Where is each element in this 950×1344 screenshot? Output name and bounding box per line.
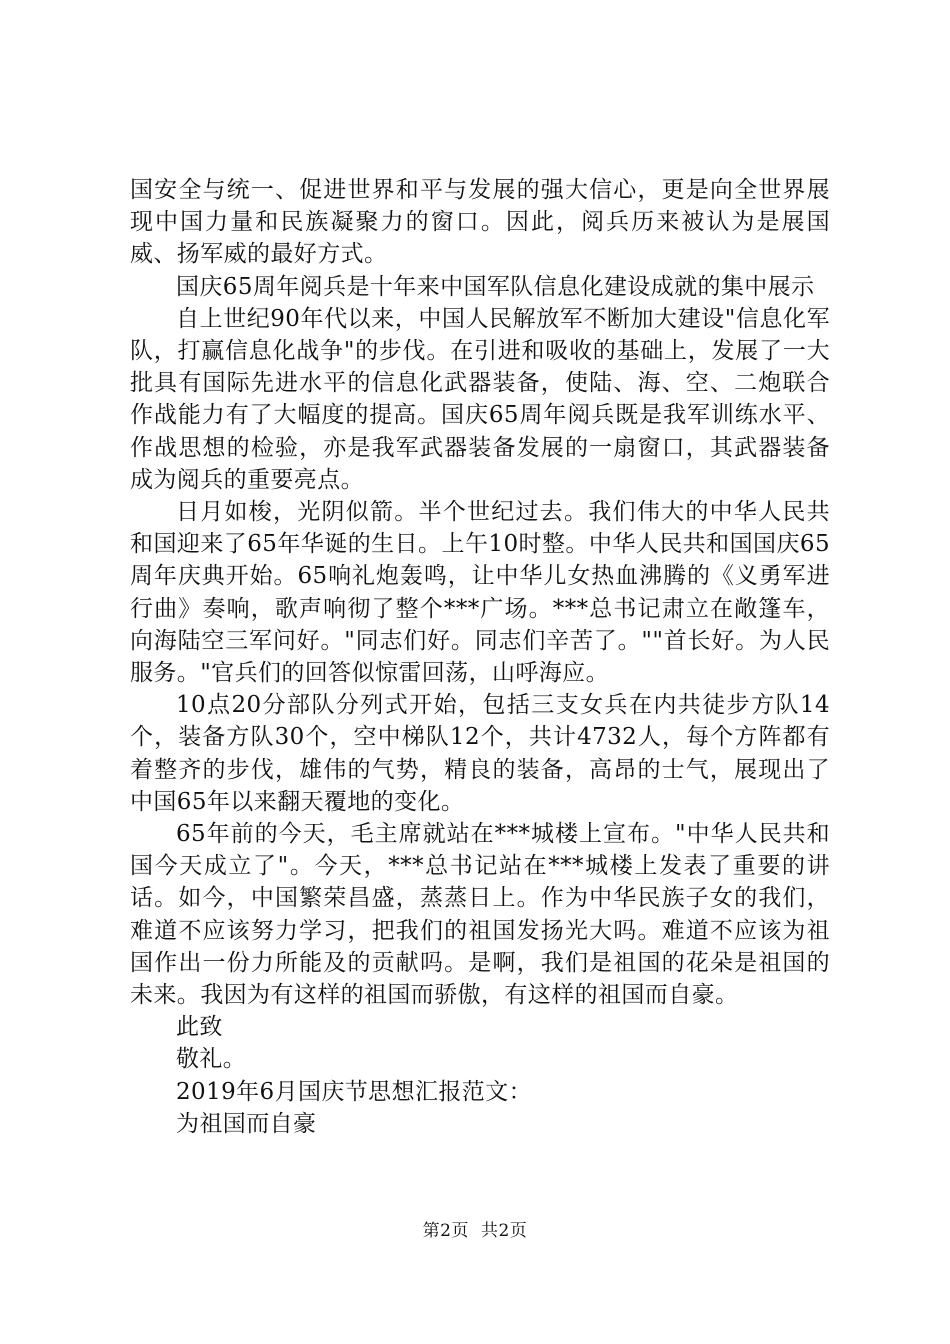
page-total: 共2页 (481, 1221, 528, 1241)
next-article-title: 2019年6月国庆节思想汇报范文： (176, 1078, 532, 1105)
paragraph-anniversary: 日月如梭，光阴似箭。半个世纪过去。我们伟大的中华人民共和国迎来了65年华诞的生日。上午10时整。中华人民共和国国庆65周年庆典开始。65响礼炮轰鸣，让中华儿女热血沸腾的《义勇军进行曲》奏响，歌声响彻了整个***广场。***总书记肃立在敞篷车，向海陆空三军问好。"同志们好。同志们辛苦了。""首长好。为人民服务。"官兵们的回答似惊雷回荡，山呼海应。 (130, 499, 830, 687)
document-body (130, 174, 830, 1140)
closing-regards: 敬礼。 (176, 1046, 247, 1073)
next-article-subtitle: 为祖国而自豪 (176, 1110, 317, 1137)
paragraph-informatization: 自上世纪90年代以来，中国人民解放军不断加大建设"信息化军队，打赢信息化战争"的步伐。在引进和吸收的基础上，发展了一大批具有国际先进水平的信息化武器装备，使陆、海、空、二炮联合作战能力有了大幅度的提高。国庆65周年阅兵既是我军训练水平、作战思想的检验，亦是我军武器装备发展的一扇窗口，其武器装备成为阅兵的重要亮点。 (130, 305, 830, 493)
page-number: 第2页 (422, 1221, 469, 1241)
paragraph-heading-parade: 国庆65周年阅兵是十年来中国军队信息化建设成就的集中展示 (176, 273, 815, 300)
paragraph-continuation: 国安全与统一、促进世界和平与发展的强大信心，更是向全世界展现中国力量和民族凝聚力的窗口。因此，阅兵历来被认为是展国威、扬军威的最好方式。 (130, 177, 830, 268)
closing-salutation: 此致 (176, 1014, 223, 1041)
paragraph-march-past: 10点20分部队分列式开始，包括三支女兵在内共徒步方队14个，装备方队30个，空中梯队12个，共计4732人，每个方阵都有着整齐的步伐，雄伟的气势，精良的装备，高昂的士气，展现出了中国65年以来翻天覆地的变化。 (130, 692, 830, 815)
page-footer (0, 1216, 950, 1241)
paragraph-pride: 65年前的今天，毛主席就站在***城楼上宣布。"中华人民共和国今天成立了"。今天，***总书记站在***城楼上发表了重要的讲话。如今，中国繁荣昌盛，蒸蒸日上。作为中华民族子女的我们，难道不应该努力学习，把我们的祖国发扬光大吗。难道不应该为祖国作出一份力所能及的贡献吗。是啊，我们是祖国的花朵是祖国的未来。我因为有这样的祖国而骄傲，有这样的祖国而自豪。 (130, 821, 830, 1009)
